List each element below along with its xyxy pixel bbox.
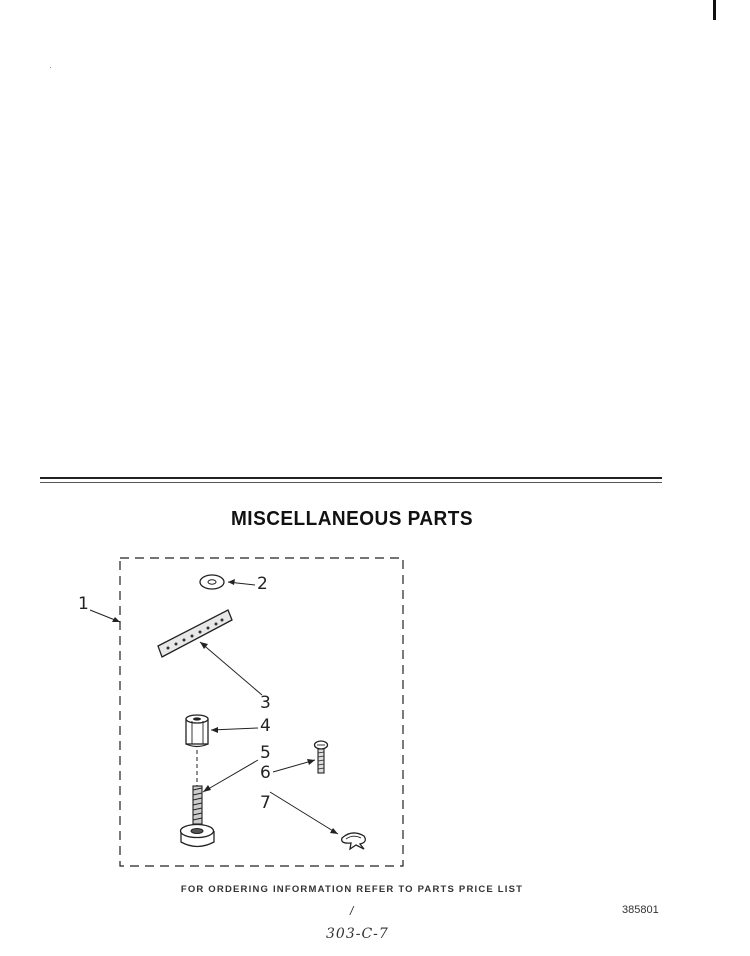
- arrowhead-7: [330, 828, 338, 834]
- ordering-note: FOR ORDERING INFORMATION REFER TO PARTS PRICE LIST: [180, 884, 524, 895]
- handwritten-code: 303-C-7: [326, 926, 389, 942]
- arrowhead-4: [211, 727, 218, 733]
- callout-3: 3: [260, 693, 271, 713]
- callout-5: 5: [260, 743, 271, 763]
- callout-1: 1: [78, 594, 89, 614]
- arrowhead-5: [203, 785, 211, 792]
- arrowhead-6: [307, 759, 315, 765]
- washer-part-2: [200, 575, 224, 589]
- bracket-strip-part-3: [158, 610, 232, 657]
- leader-line-7: [270, 792, 338, 834]
- leveling-leg-part-5: [181, 786, 215, 847]
- screw-part-6: [315, 741, 328, 773]
- callout-6: 6: [260, 763, 271, 783]
- callout-7: 7: [260, 793, 271, 813]
- callout-2: 2: [257, 574, 268, 594]
- arrowhead-2: [228, 579, 235, 585]
- coupling-nut-part-4: [186, 715, 208, 747]
- leader-line-4: [211, 728, 258, 730]
- document-number: 385801: [622, 904, 659, 916]
- page-number: /: [350, 904, 354, 918]
- callout-4: 4: [260, 716, 271, 736]
- diagram-title: MISCELLANEOUS PARTS: [231, 508, 473, 530]
- leader-line-3: [200, 642, 262, 695]
- clip-part-7: [342, 833, 366, 849]
- leader-line-5: [203, 760, 258, 792]
